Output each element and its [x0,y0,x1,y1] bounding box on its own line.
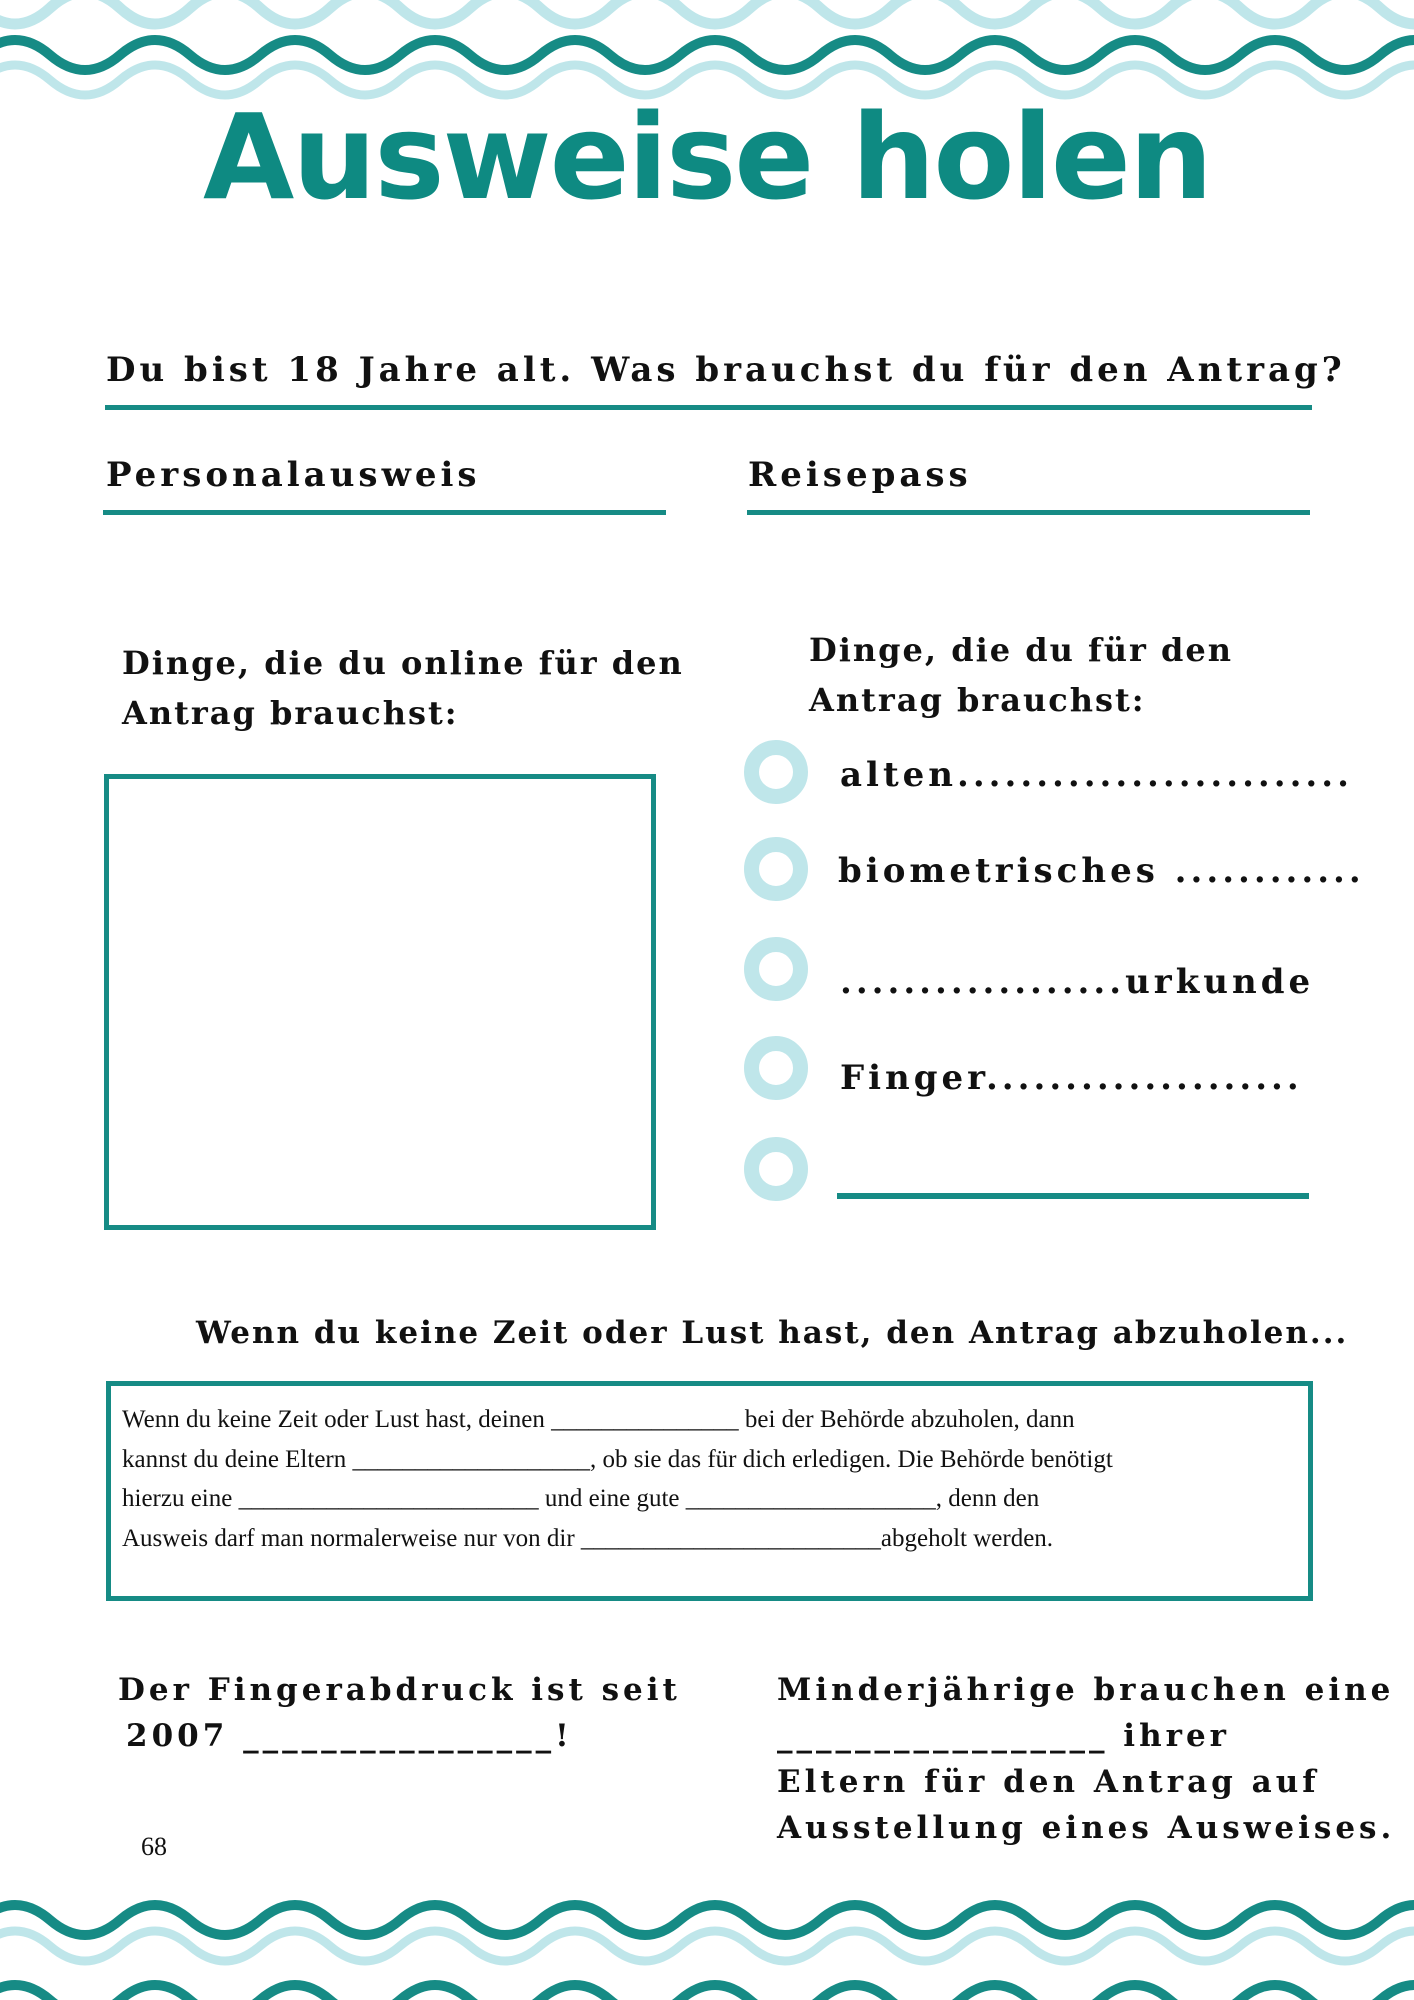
cloze-text [122,1400,1302,1558]
minors-line4: Ausstellung eines Ausweises. [777,1810,1396,1846]
fingerprint-line1: Der Fingerabdruck ist seit [118,1672,681,1708]
page-title: Ausweise holen [203,88,1211,226]
right-prompt-line2: Antrag brauchst: [809,681,1146,719]
left-prompt [122,638,684,738]
online-items-answer-box[interactable] [104,774,656,1230]
cloze-line: Wenn du keine Zeit oder Lust hast, deinen _______________ bei der Behörde abzuholen, dann [122,1406,1075,1433]
bottom-wave-decoration [0,1890,1414,2000]
heading-personalausweis: Personalausweis [106,455,481,495]
left-prompt-line1: Dinge, die du online für den [122,644,684,682]
list-item: ..................urkunde [840,962,1315,1002]
bullet-ring-icon [744,740,808,804]
minors-line1: Minderjährige brauchen eine [777,1672,1395,1708]
cloze-line: hierzu eine ________________________ und eine gute ____________________, denn den [122,1485,1040,1512]
minors-line2: _________________ ihrer [777,1718,1230,1754]
cloze-line: Ausweis darf man normalerweise nur von dir ________________________abgeholt werden. [122,1524,1054,1552]
minors-statement [777,1667,1395,1851]
right-prompt-line1: Dinge, die du für den [809,631,1234,669]
heading-reisepass: Reisepass [748,455,972,495]
minors-line3: Eltern für den Antrag auf [777,1764,1320,1800]
cloze-line: kannst du deine Eltern ___________________, ob sie das für dich erledigen. Die Behörde benötigt [122,1445,1113,1473]
question-underline [105,405,1312,410]
fingerprint-line2: 2007 ________________! [126,1718,573,1754]
reisepass-underline [747,510,1310,515]
bullet-ring-icon [744,837,808,901]
section-heading: Wenn du keine Zeit oder Lust hast, den Antrag abzuholen... [196,1315,1349,1351]
fingerprint-question [118,1667,681,1759]
list-item: alten......................... [840,755,1353,795]
blank-answer-line[interactable] [837,1193,1309,1199]
personalausweis-underline [103,510,666,515]
bullet-ring-icon [744,937,808,1001]
right-prompt [809,625,1233,725]
left-prompt-line2: Antrag brauchst: [122,694,459,732]
main-question: Du bist 18 Jahre alt. Was brauchst du für den Antrag? [106,350,1346,390]
list-item: biometrisches ............ [838,851,1365,891]
bullet-ring-icon [744,1036,808,1100]
list-item: Finger.................... [840,1058,1303,1098]
page-number: 68 [141,1832,167,1861]
bullet-ring-icon [744,1137,808,1201]
